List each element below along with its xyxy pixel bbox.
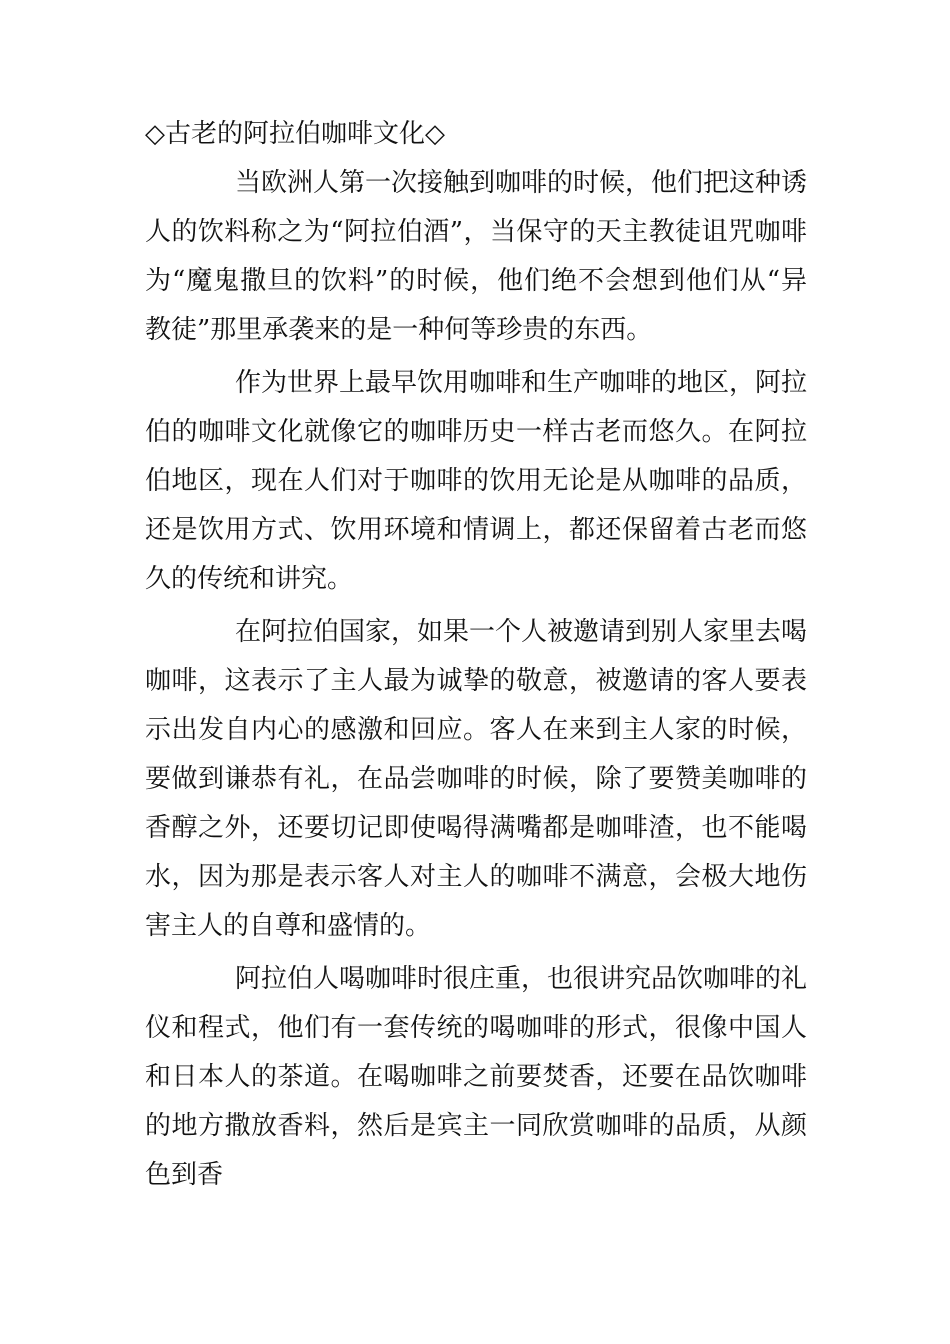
paragraph-2: 作为世界上最早饮用咖啡和生产咖啡的地区，阿拉伯的咖啡文化就像它的咖啡历史一样古老而悠久。在阿拉伯地区，现在人们对于咖啡的饮用无论是从咖啡的品质，还是饮用方式、饮用环境和情调上，都还保留着古老而悠久的传统和讲究。	[145, 368, 808, 594]
document-title: ◇古老的阿拉伯咖啡文化◇	[145, 119, 445, 149]
paragraph-4: 阿拉伯人喝咖啡时很庄重，也很讲究品饮咖啡的礼仪和程式，他们有一套传统的喝咖啡的形式，很像中国人和日本人的茶道。在喝咖啡之前要焚香，还要在品饮咖啡的地方撒放香料，然后是宾主一同欣赏咖啡的品质，从颜色到香	[145, 964, 808, 1190]
document-body	[145, 110, 807, 1200]
paragraph-1: 当欧洲人第一次接触到咖啡的时候，他们把这种诱人的饮料称之为“阿拉伯酒”，当保守的天主教徒诅咒咖啡为“魔鬼撒旦的饮料”的时候，他们绝不会想到他们从“异教徒”那里承袭来的是一种何等珍贵的东西。	[145, 168, 808, 345]
paragraph-3: 在阿拉伯国家，如果一个人被邀请到别人家里去喝咖啡，这表示了主人最为诚挚的敬意，被邀请的客人要表示出发自内心的感激和回应。客人在来到主人家的时候，要做到谦恭有礼，在品尝咖啡的时候，除了要赞美咖啡的香醇之外，还要切记即使喝得满嘴都是咖啡渣，也不能喝水，因为那是表示客人对主人的咖啡不满意，会极大地伤害主人的自尊和盛情的。	[145, 617, 808, 941]
